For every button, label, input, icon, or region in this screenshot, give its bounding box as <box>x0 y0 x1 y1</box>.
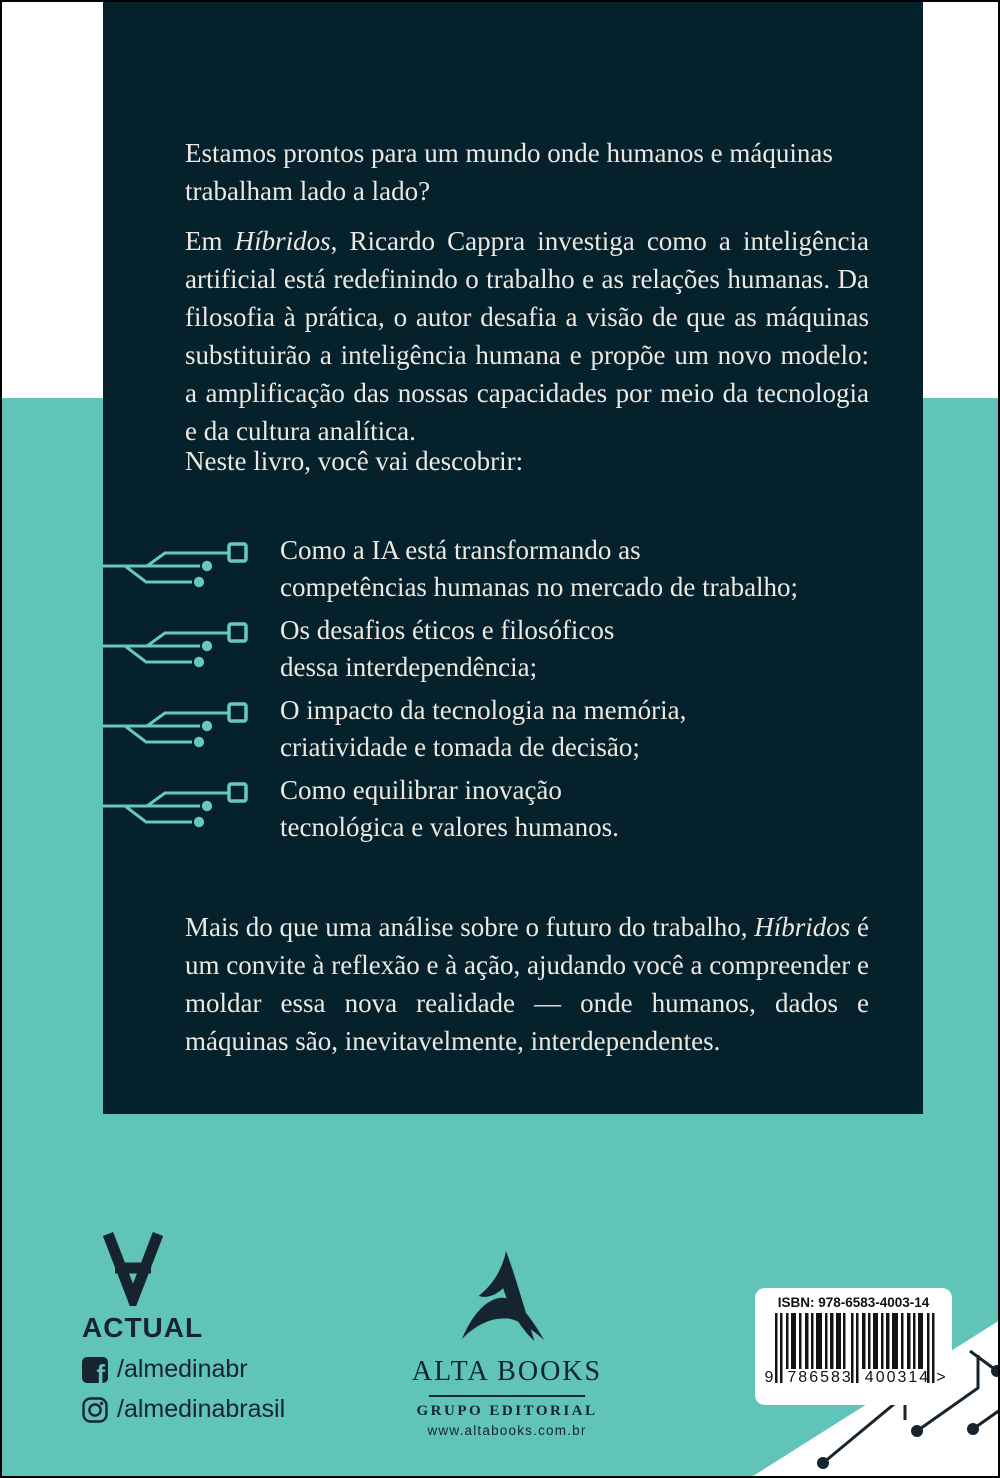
bullet-line: Como equilibrar inovação <box>280 775 562 805</box>
bullet-item <box>103 532 923 612</box>
bullet-line: Os desafios éticos e filosóficos <box>280 615 615 645</box>
bullet-line: competências humanas no mercado de trabalho; <box>280 572 799 602</box>
synopsis-segment: Em <box>185 226 235 256</box>
bullet-line: dessa interdependência; <box>280 652 538 682</box>
closing-segment: Mais do que uma análise sobre o futuro do trabalho, <box>185 912 755 942</box>
alta-books-website: www.altabooks.com.br <box>427 1423 587 1438</box>
bullet-text <box>280 612 614 686</box>
bullet-item <box>103 772 923 852</box>
bullet-line: tecnológica e valores humanos. <box>280 812 619 842</box>
closing-paragraph <box>185 908 869 1060</box>
bullet-text <box>280 532 798 606</box>
barcode-trailing-mark: > <box>936 1369 946 1386</box>
barcode-digit-group: 9 <box>764 1369 774 1386</box>
synopsis-segment: , Ricardo Cappra investiga como a inteligência artificial está redefinindo o trabalho e as relações humanas. Da filosofia à prática, o autor desafia a visão de que as máquinas substituirão a inteligência humana e propõe um novo modelo: a amplificação das nossas capacidades por meio da tecnologia e da cultura analítica. <box>185 226 869 446</box>
bullet-line: criatividade e tomada de decisão; <box>280 732 640 762</box>
barcode-digit-group: 786583 <box>787 1369 853 1386</box>
bullet-square-pad <box>229 544 246 561</box>
instagram-icon <box>82 1397 108 1423</box>
instagram-handle: /almedinabrasil <box>117 1395 286 1423</box>
bullet-line: O impacto da tecnologia na memória, <box>280 695 687 725</box>
alta-books-logo-text: ALTA BOOKS <box>411 1356 603 1387</box>
facebook-handle: /almedinabr <box>117 1355 248 1383</box>
circuit-trace-decoration <box>103 702 253 754</box>
divider-rule <box>429 1395 585 1397</box>
intro-line-1: Estamos prontos para um mundo onde humanos e máquinas <box>185 138 833 168</box>
closing-segment: é um convite à reflexão e à ação, ajudando você a compreender e moldar essa nova realidade — onde humanos, dados e máquinas são, inevitavelmente, interdependentes. <box>185 912 870 1056</box>
actual-publisher-block <box>82 1232 285 1424</box>
barcode-digits <box>764 1369 946 1387</box>
alta-books-subtitle: GRUPO EDITORIAL <box>416 1403 598 1419</box>
actual-logo-text: ACTUAL <box>82 1312 204 1343</box>
book-title-italic: Híbridos <box>754 912 851 942</box>
bullet-line: Como a IA está transformando as <box>280 535 641 565</box>
bullet-item <box>103 692 923 772</box>
barcode <box>764 1313 946 1386</box>
intro-line-2: trabalham lado a lado? <box>185 176 431 206</box>
circuit-trace-decoration <box>103 622 253 674</box>
facebook-row <box>82 1355 285 1384</box>
synopsis-panel <box>103 0 923 1114</box>
list-intro: Neste livro, você vai descobrir: <box>185 446 524 476</box>
alta-books-block <box>392 1250 622 1438</box>
circuit-trace-decoration <box>103 782 253 834</box>
isbn-number-text: ISBN: 978-6583-4003-14 <box>777 1295 930 1310</box>
barcode-digit-group: 400314 <box>864 1369 931 1386</box>
actual-logo-icon <box>99 1232 167 1306</box>
alta-books-logo-icon <box>457 1250 557 1343</box>
bullet-text <box>280 772 619 846</box>
intro-question <box>185 134 885 210</box>
book-title-italic: Híbridos <box>234 226 331 256</box>
isbn-barcode-label <box>755 1288 952 1405</box>
facebook-icon: f <box>82 1357 108 1383</box>
circuit-trace-decoration <box>103 542 253 594</box>
instagram-row <box>82 1395 285 1424</box>
synopsis-paragraph <box>185 222 869 450</box>
bullet-item <box>103 612 923 692</box>
bullet-text <box>280 692 686 766</box>
